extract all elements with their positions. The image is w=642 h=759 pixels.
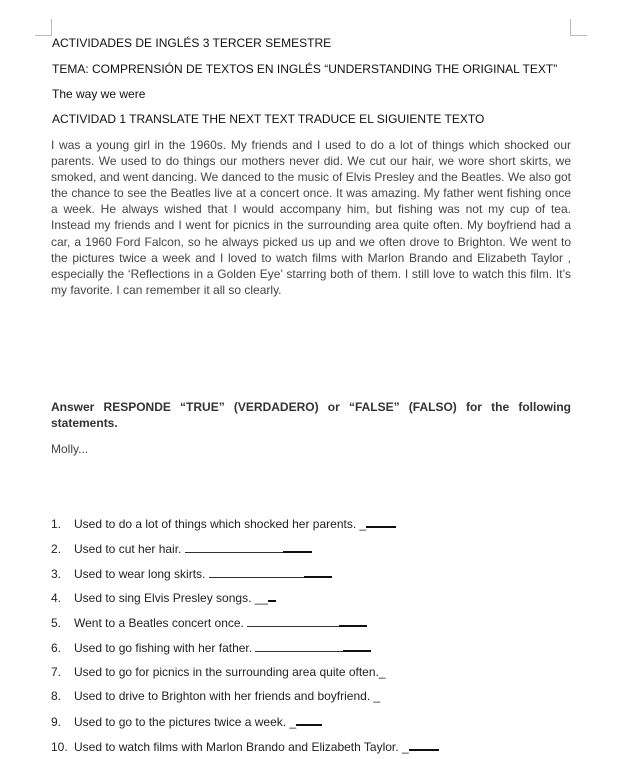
statement-text: Used to cut her hair. (74, 542, 185, 556)
answer-blank[interactable] (185, 541, 283, 553)
answer-blank-bold[interactable] (304, 566, 332, 578)
statement-text: Used to wear long skirts. (74, 567, 209, 581)
answer-blank-bold[interactable] (283, 541, 312, 553)
text-title: The way we were (52, 87, 146, 101)
statement-number: 2. (51, 542, 62, 556)
crop-mark-top-left (35, 19, 52, 36)
statement-text: Used to watch films with Marlon Brando and Elizabeth Taylor. _ (74, 740, 409, 754)
statement-number: 9. (51, 715, 62, 729)
statement-text: Used to do a lot of things which shocked her parents. _ (74, 517, 367, 531)
answer-blank-bold[interactable] (339, 615, 367, 627)
answer-blank[interactable] (209, 566, 304, 578)
answer-blank[interactable] (366, 516, 396, 528)
answer-blank[interactable] (296, 714, 322, 726)
statement-2 (51, 541, 581, 556)
statement-8 (51, 689, 581, 703)
activity-heading: ACTIVIDAD 1 TRANSLATE THE NEXT TEXT TRADUCE EL SIGUIENTE TEXTO (52, 112, 485, 126)
statement-text: Used to sing Elvis Presley songs. __ (74, 591, 269, 605)
statement-text: Used to go to the pictures twice a week. _ (74, 715, 297, 729)
statement-7 (51, 665, 581, 679)
answer-blank[interactable] (268, 590, 276, 602)
statement-text: Went to a Beatles concert once. (74, 616, 248, 630)
statement-text: Used to go for picnics in the surrounding area quite often._ (74, 665, 386, 679)
statement-text: Used to drive to Brighton with her friends and boyfriend. _ (74, 689, 381, 703)
subject-name: Molly... (51, 442, 89, 456)
statement-number: 10. (51, 740, 68, 754)
statement-10 (51, 739, 581, 754)
statement-4 (51, 590, 581, 605)
statement-number: 3. (51, 567, 62, 581)
statement-5 (51, 615, 581, 630)
statement-number: 5. (51, 616, 62, 630)
crop-mark-top-right (570, 19, 587, 36)
answer-blank[interactable] (255, 640, 343, 652)
statement-number: 8. (51, 689, 62, 703)
statement-number: 6. (51, 641, 62, 655)
answer-blank[interactable] (247, 615, 339, 627)
statement-6 (51, 640, 581, 655)
statement-number: 7. (51, 665, 62, 679)
course-title: ACTIVIDADES DE INGLÉS 3 TERCER SEMESTRE (52, 36, 332, 50)
statement-3 (51, 566, 581, 581)
topic-line: TEMA: COMPRENSIÓN DE TEXTOS EN INGLÉS “UNDERSTANDING THE ORIGINAL TEXT” (52, 62, 558, 76)
answer-instructions: Answer RESPONDE “TRUE” (VERDADERO) or “FALSE” (FALSO) for the following statements. (51, 400, 571, 431)
answer-blank-bold[interactable] (343, 640, 371, 652)
statement-1 (51, 516, 581, 531)
statement-number: 1. (51, 517, 62, 531)
reading-text: I was a young girl in the 1960s. My friends and I used to do a lot of things which shocked our parents. We used to do things our mothers never did. We cut our hair, we wore short skirts, we smoked, and went dancing. We danced to the music of Elvis Presley and the Beatles. We also got the chance to see the Beatles live at a concert once. It was amazing. My father went fishing once a week. He always wished that I would accompany him, but fishing was not my cup of tea. Instead my friends and I went for picnics in the surrounding area quite often. My boyfriend had a car, a 1960 Ford Falcon, so he always picked us up and we often drove to Brighton. We went to the pictures twice a week and I loved to watch films with Marlon Brando and Elizabeth Taylor , especially the ‘Reflections in a Golden Eye’ starring both of them. I still love to watch this film. It’s my favorite. I can remember it all so clearly. (51, 138, 571, 297)
statement-number: 4. (51, 591, 62, 605)
statement-9 (51, 714, 581, 729)
statement-text: Used to go fishing with her father. (74, 641, 256, 655)
answer-blank[interactable] (409, 739, 439, 751)
